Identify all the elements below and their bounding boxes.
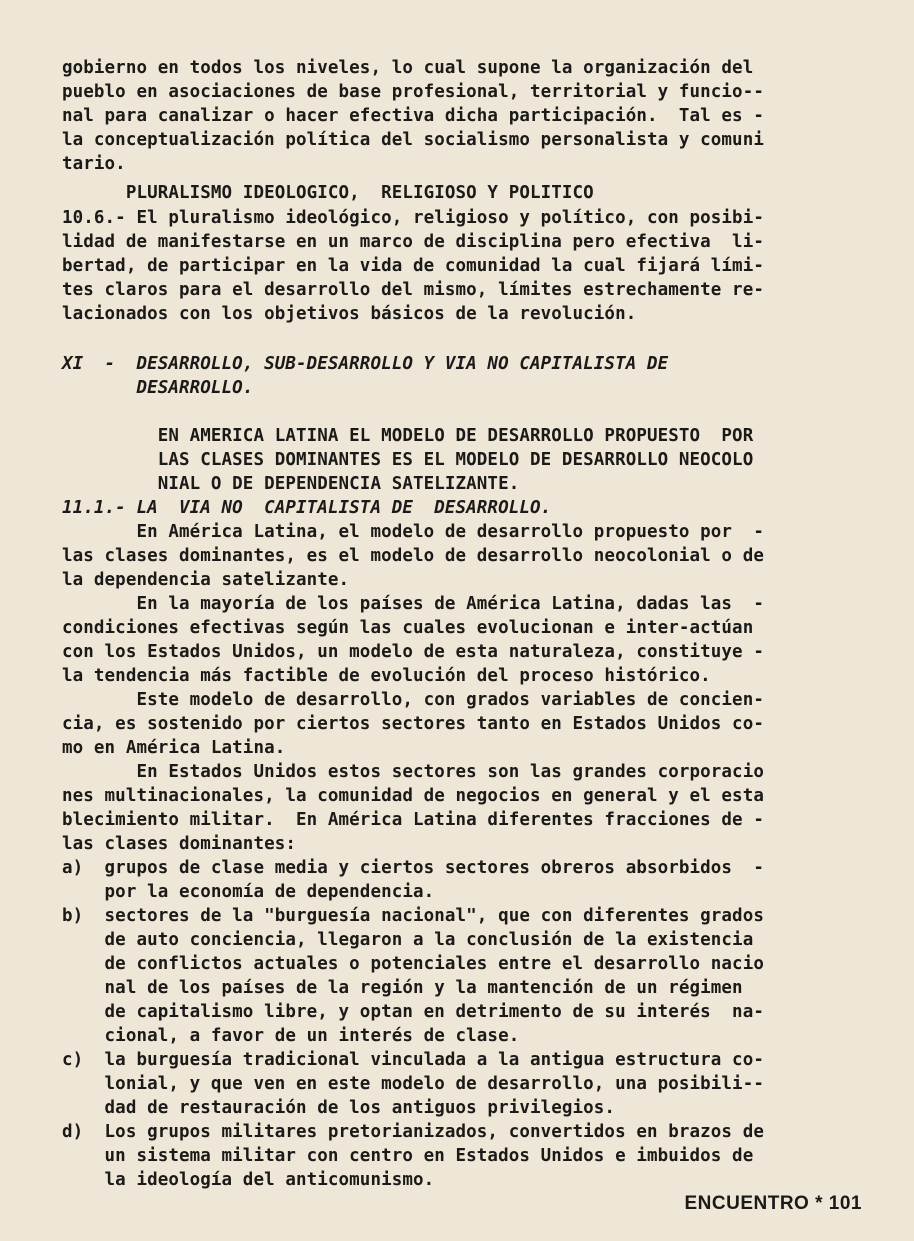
page-footer	[684, 1193, 862, 1215]
heading-pluralismo: PLURALISMO IDEOLOGICO, RELIGIOSO Y POLITICO	[62, 183, 594, 203]
list-item-b: b) sectores de la "burguesía nacional", que con diferentes grados de auto conciencia, llegaron a la conclusión de la existencia de conflictos actuales o potenciales entre el desarrollo nacio nal de los países de la región y la mantención de un régimen de capitalismo libre, y optan en detrimento de su interés na- cional, a favor de un interés de clase.	[62, 906, 764, 1046]
list-item-c: c) la burguesía tradicional vinculada a la antigua estructura co- lonial, y que ven en este modelo de desarrollo, una posibili-- dad de restauración de los antiguos privilegios.	[62, 1050, 764, 1118]
list-item-a: a) grupos de clase media y ciertos sectores obreros absorbidos - por la economía de dependencia.	[62, 858, 764, 902]
list-item-d: d) Los grupos militares pretorianizados, convertidos en brazos de un sistema militar con centro en Estados Unidos e imbuidos de la ideología del anticomunismo.	[62, 1122, 764, 1190]
paragraph-10-6: 10.6.- El pluralismo ideológico, religioso y político, con posibi- lidad de manifestarse en un marco de disciplina pero efectiva li- bertad, de participar en la vida de comunidad la cual fijará lími- tes claros para el desarrollo del mismo, límites estrechamente re- lacionados con los objetivos básicos de la revolución.	[62, 208, 764, 324]
star-separator: *	[815, 1193, 824, 1214]
journal-name: ENCUENTRO	[684, 1193, 810, 1214]
paragraph-mayoria: En la mayoría de los países de América Latina, dadas las - condiciones efectivas según las cuales evolucionan e inter-actúan con los Estados Unidos, un modelo de esta naturaleza, constituye - la tendencia más factible de evolución del proceso histórico.	[62, 594, 764, 686]
page-number: 101	[828, 1193, 862, 1214]
section-heading-xi: XI - DESARROLLO, SUB-DESARROLLO Y VIA NO CAPITALISTA DE DESARROLLO.	[62, 354, 669, 398]
paragraph-estados-unidos: En Estados Unidos estos sectores son las grandes corporacio nes multinacionales, la comunidad de negocios en general y el esta blecimiento militar. En América Latina diferentes fracciones de - las clases dominantes:	[62, 762, 764, 854]
paragraph-modelo: Este modelo de desarrollo, con grados variables de concien- cia, es sostenido por ciertos sectores tanto en Estados Unidos co- mo en América Latina.	[62, 690, 764, 758]
paragraph-america-latina: En América Latina, el modelo de desarrollo propuesto por - las clases dominantes, es el modelo de desarrollo neocolonial o de la dependencia satelizante.	[62, 522, 764, 590]
heading-america-latina: EN AMERICA LATINA EL MODELO DE DESARROLLO PROPUESTO POR LAS CLASES DOMINANTES ES EL MODELO DE DESARROLLO NEOCOLO NIAL O DE DEPENDENCIA SATELIZANTE.	[157, 426, 754, 494]
heading-11-1: 11.1.- LA VIA NO CAPITALISTA DE DESARROLLO.	[62, 498, 552, 518]
paragraph-intro: gobierno en todos los niveles, lo cual supone la organización del pueblo en asociaciones de base profesional, territorial y funcio-- nal para canalizar o hacer efectiva dicha participación. Tal es - la conceptualización política del socialismo personalista y comuni tario.	[62, 58, 764, 174]
